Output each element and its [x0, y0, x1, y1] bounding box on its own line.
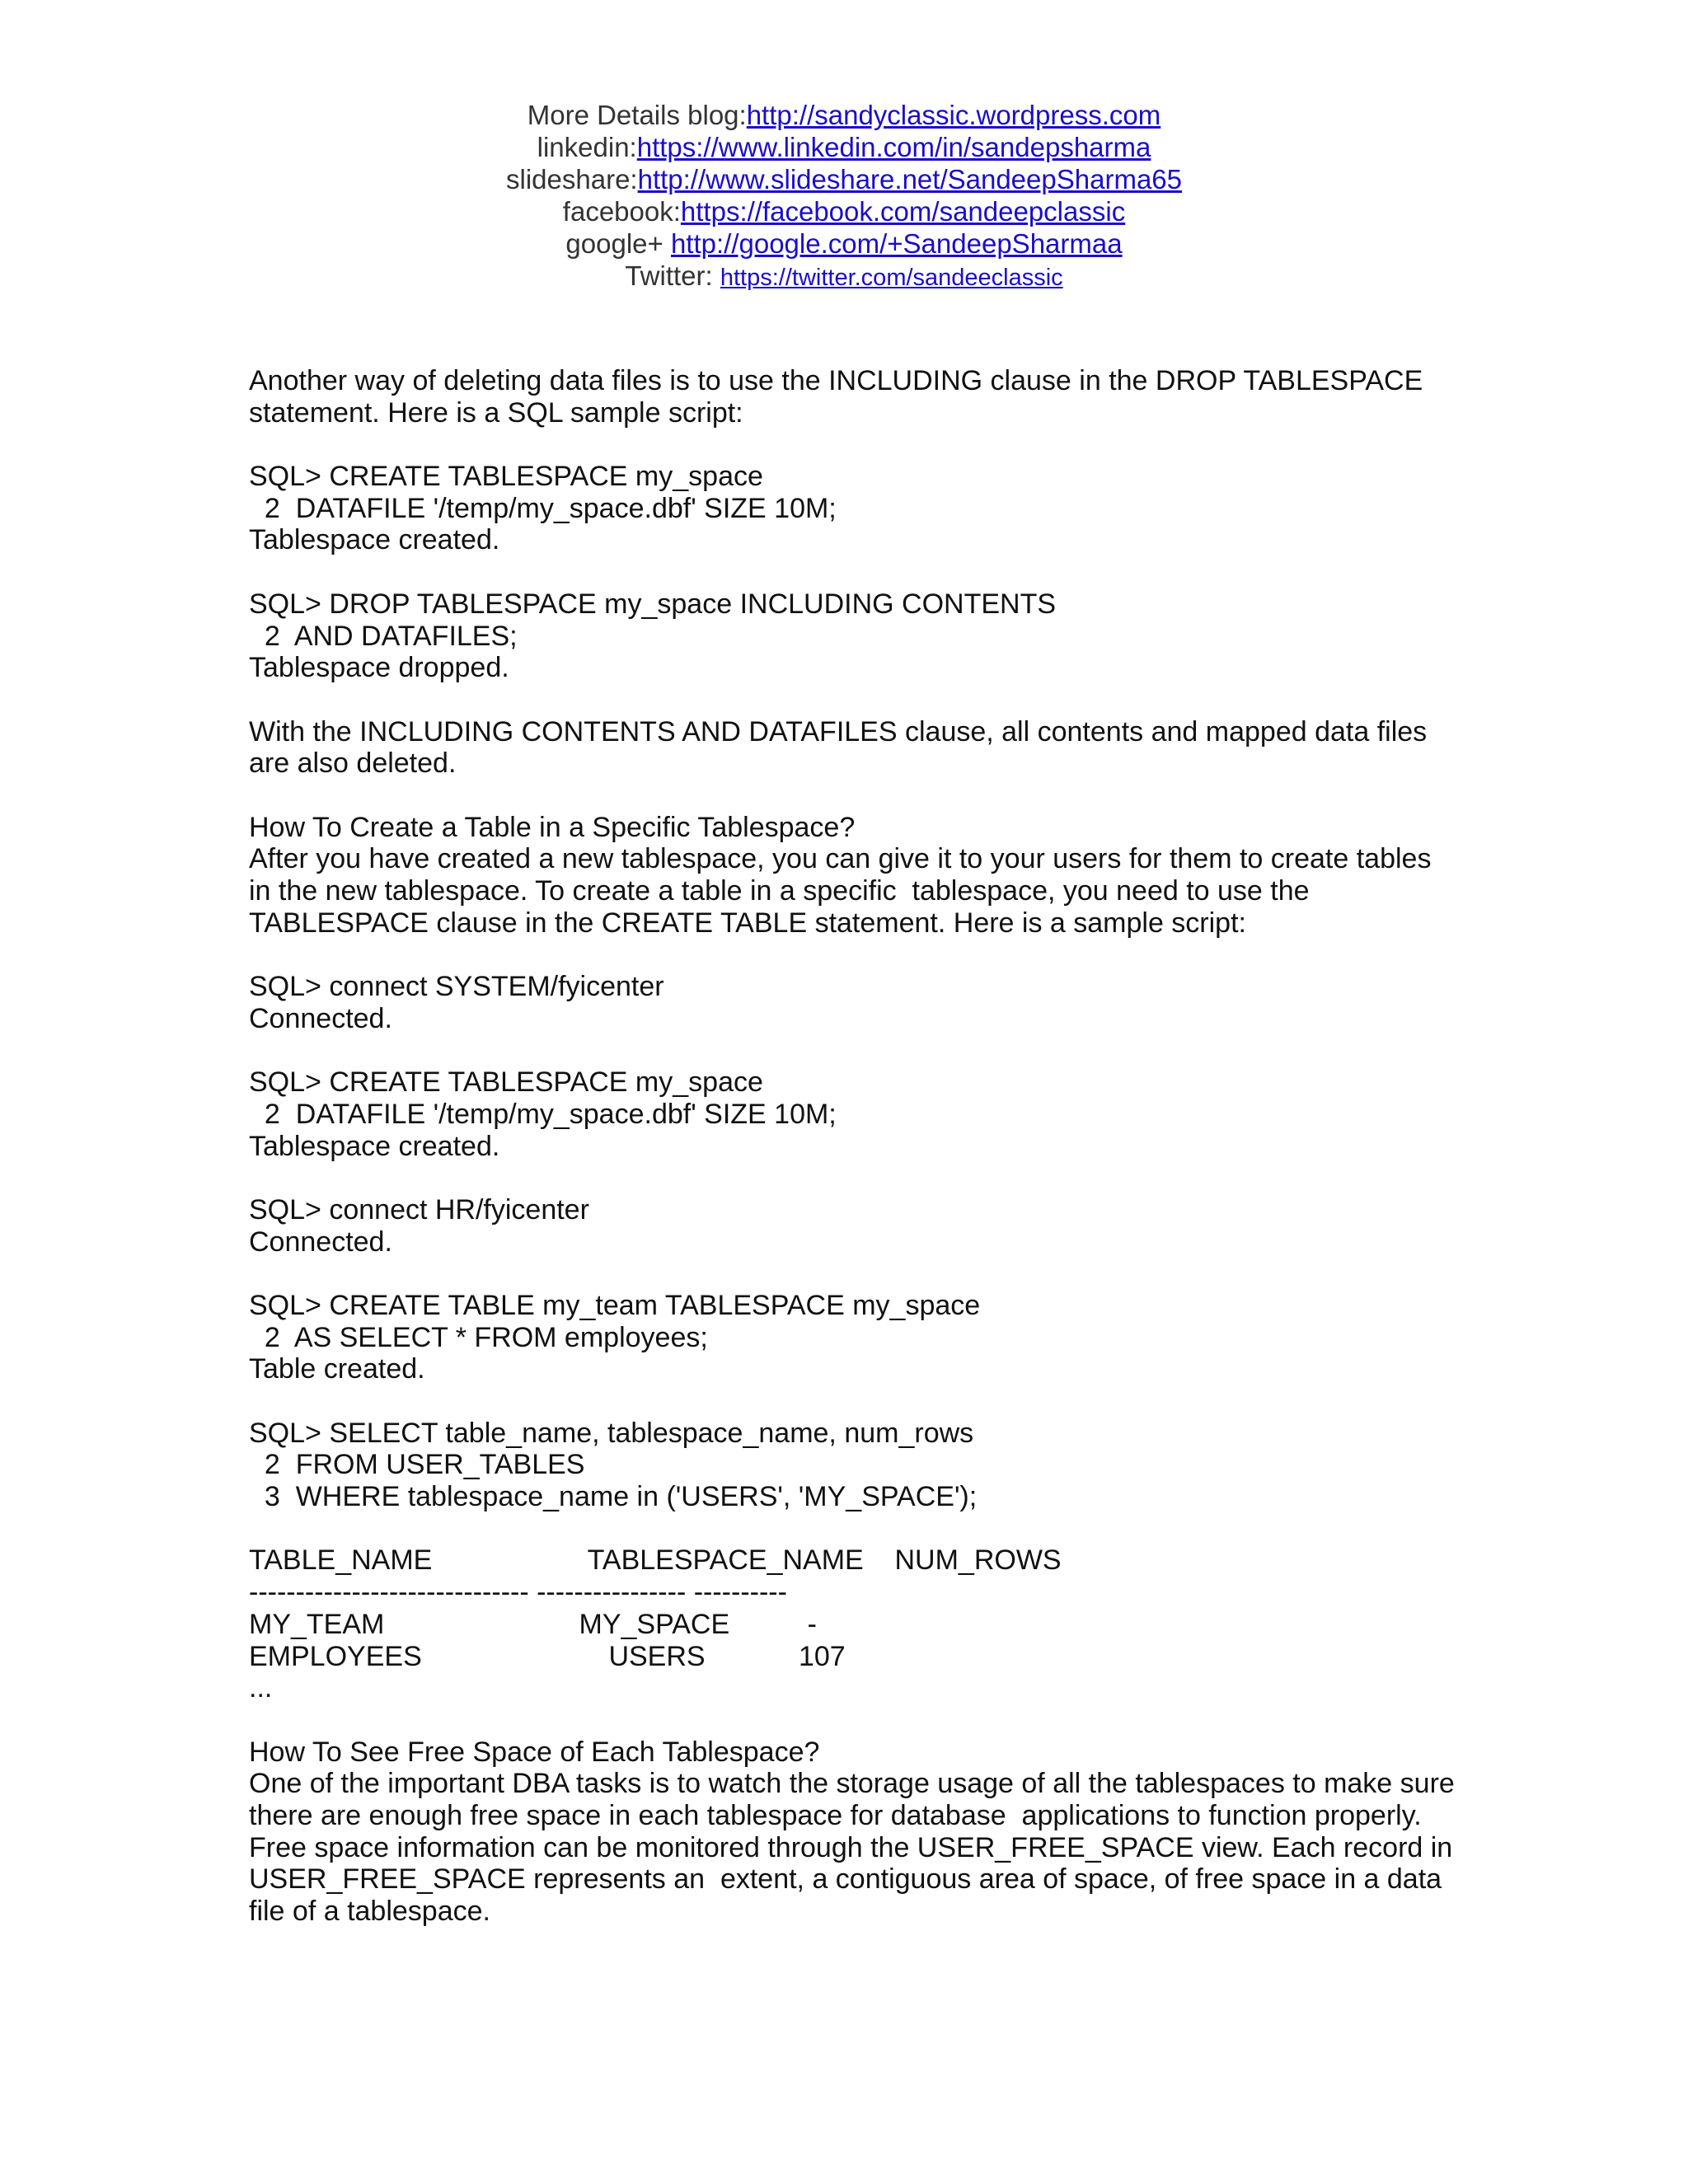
twitter-label: Twitter:: [625, 260, 720, 291]
body-line: [249, 1704, 1452, 1736]
twitter-line: [0, 260, 1688, 294]
body-line: Table created.: [249, 1353, 425, 1385]
body-line: How To Create a Table in a Specific Tablespace?: [249, 811, 856, 843]
body-line: [249, 1385, 1452, 1418]
document-body: [249, 365, 1455, 1928]
body-line: [249, 684, 1452, 716]
blog-line: [0, 99, 1688, 131]
body-line: [249, 1034, 1452, 1066]
body-line: [249, 939, 1452, 971]
body-line: One of the important DBA tasks is to watch the storage usage of all the tablespaces to make sure: [249, 1768, 1455, 1800]
slideshare-label: slideshare:: [506, 164, 638, 194]
body-line: SQL> connect SYSTEM/fyicenter: [249, 971, 664, 1003]
blog-label: More Details blog:: [527, 100, 747, 130]
body-line: SQL> CREATE TABLESPACE my_space: [249, 461, 763, 493]
body-line: SQL> connect HR/fyicenter: [249, 1193, 589, 1226]
linkedin-line: [0, 131, 1688, 163]
contact-header: [0, 99, 1688, 294]
body-line: [249, 1258, 1452, 1290]
body-line: 3 WHERE tablespace_name in ('USERS', 'MY_SPACE');: [249, 1481, 978, 1513]
google-plus-line: [0, 227, 1688, 260]
facebook-label: facebook:: [562, 196, 681, 227]
linkedin-link[interactable]: https://www.linkedin.com/in/sandepsharma: [636, 132, 1151, 162]
body-line: EMPLOYEES USERS 107: [249, 1640, 846, 1672]
blog-link[interactable]: http://sandyclassic.wordpress.com: [746, 100, 1161, 130]
body-line: statement. Here is a SQL sample script:: [249, 396, 743, 429]
body-line: in the new tablespace. To create a table in a specific tablespace, you need to use the: [249, 875, 1310, 907]
body-line: 2 AS SELECT * FROM employees;: [249, 1321, 708, 1353]
body-line: 2 DATAFILE '/temp/my_space.dbf' SIZE 10M;: [249, 1098, 837, 1130]
body-line: there are enough free space in each tablespace for database applications to function properly.: [249, 1799, 1422, 1831]
body-line: TABLESPACE clause in the CREATE TABLE statement. Here is a sample script:: [249, 907, 1246, 939]
body-line: SQL> CREATE TABLESPACE my_space: [249, 1066, 763, 1099]
body-line: SQL> SELECT table_name, tablespace_name, num_rows: [249, 1417, 974, 1449]
twitter-link[interactable]: https://twitter.com/sandeeclassic: [720, 265, 1063, 291]
body-line: Tablespace dropped.: [249, 652, 509, 684]
body-line: [249, 780, 1452, 812]
body-line: 2 FROM USER_TABLES: [249, 1449, 585, 1481]
facebook-line: [0, 195, 1688, 227]
body-line: Tablespace created.: [249, 524, 500, 556]
body-line: MY_TEAM MY_SPACE -: [249, 1608, 817, 1640]
body-line: 2 AND DATAFILES;: [249, 620, 518, 652]
body-line: SQL> DROP TABLESPACE my_space INCLUDING CONTENTS: [249, 588, 1057, 620]
body-line: Connected.: [249, 1002, 392, 1034]
facebook-link[interactable]: https://facebook.com/sandeepclassic: [680, 196, 1126, 227]
body-line: [249, 1513, 1452, 1545]
body-line: [249, 556, 1452, 588]
body-line: ------------------------------ ---------------- ----------: [249, 1577, 787, 1609]
body-line: file of a tablespace.: [249, 1896, 490, 1927]
linkedin-label: linkedin:: [537, 132, 637, 162]
body-line: After you have created a new tablespace, you can give it to your users for them to create tables: [249, 843, 1432, 875]
body-line: Free space information can be monitored through the USER_FREE_SPACE view. Each record in: [249, 1831, 1453, 1863]
slideshare-link[interactable]: http://www.slideshare.net/SandeepSharma65: [637, 164, 1182, 194]
body-line: [249, 1162, 1452, 1194]
body-line: are also deleted.: [249, 748, 457, 780]
body-line: Connected.: [249, 1226, 392, 1258]
body-line: Another way of deleting data files is to use the INCLUDING clause in the DROP TABLESPACE: [249, 365, 1423, 396]
body-line: 2 DATAFILE '/temp/my_space.dbf' SIZE 10M;: [249, 492, 837, 524]
body-line: Tablespace created.: [249, 1130, 500, 1162]
body-line: ...: [249, 1672, 273, 1704]
body-line: SQL> CREATE TABLE my_team TABLESPACE my_space: [249, 1289, 981, 1321]
slideshare-line: [0, 163, 1688, 195]
google-plus-label: google+: [565, 228, 671, 259]
body-line: TABLE_NAME TABLESPACE_NAME NUM_ROWS: [249, 1544, 1062, 1577]
body-line: [249, 429, 1452, 461]
body-line: With the INCLUDING CONTENTS AND DATAFILES clause, all contents and mapped data files: [249, 715, 1428, 748]
google-plus-link[interactable]: http://google.com/+SandeepSharmaa: [670, 228, 1123, 259]
body-line: USER_FREE_SPACE represents an extent, a contiguous area of space, of free space in a data: [249, 1863, 1442, 1896]
body-line: How To See Free Space of Each Tablespace?: [249, 1736, 820, 1768]
